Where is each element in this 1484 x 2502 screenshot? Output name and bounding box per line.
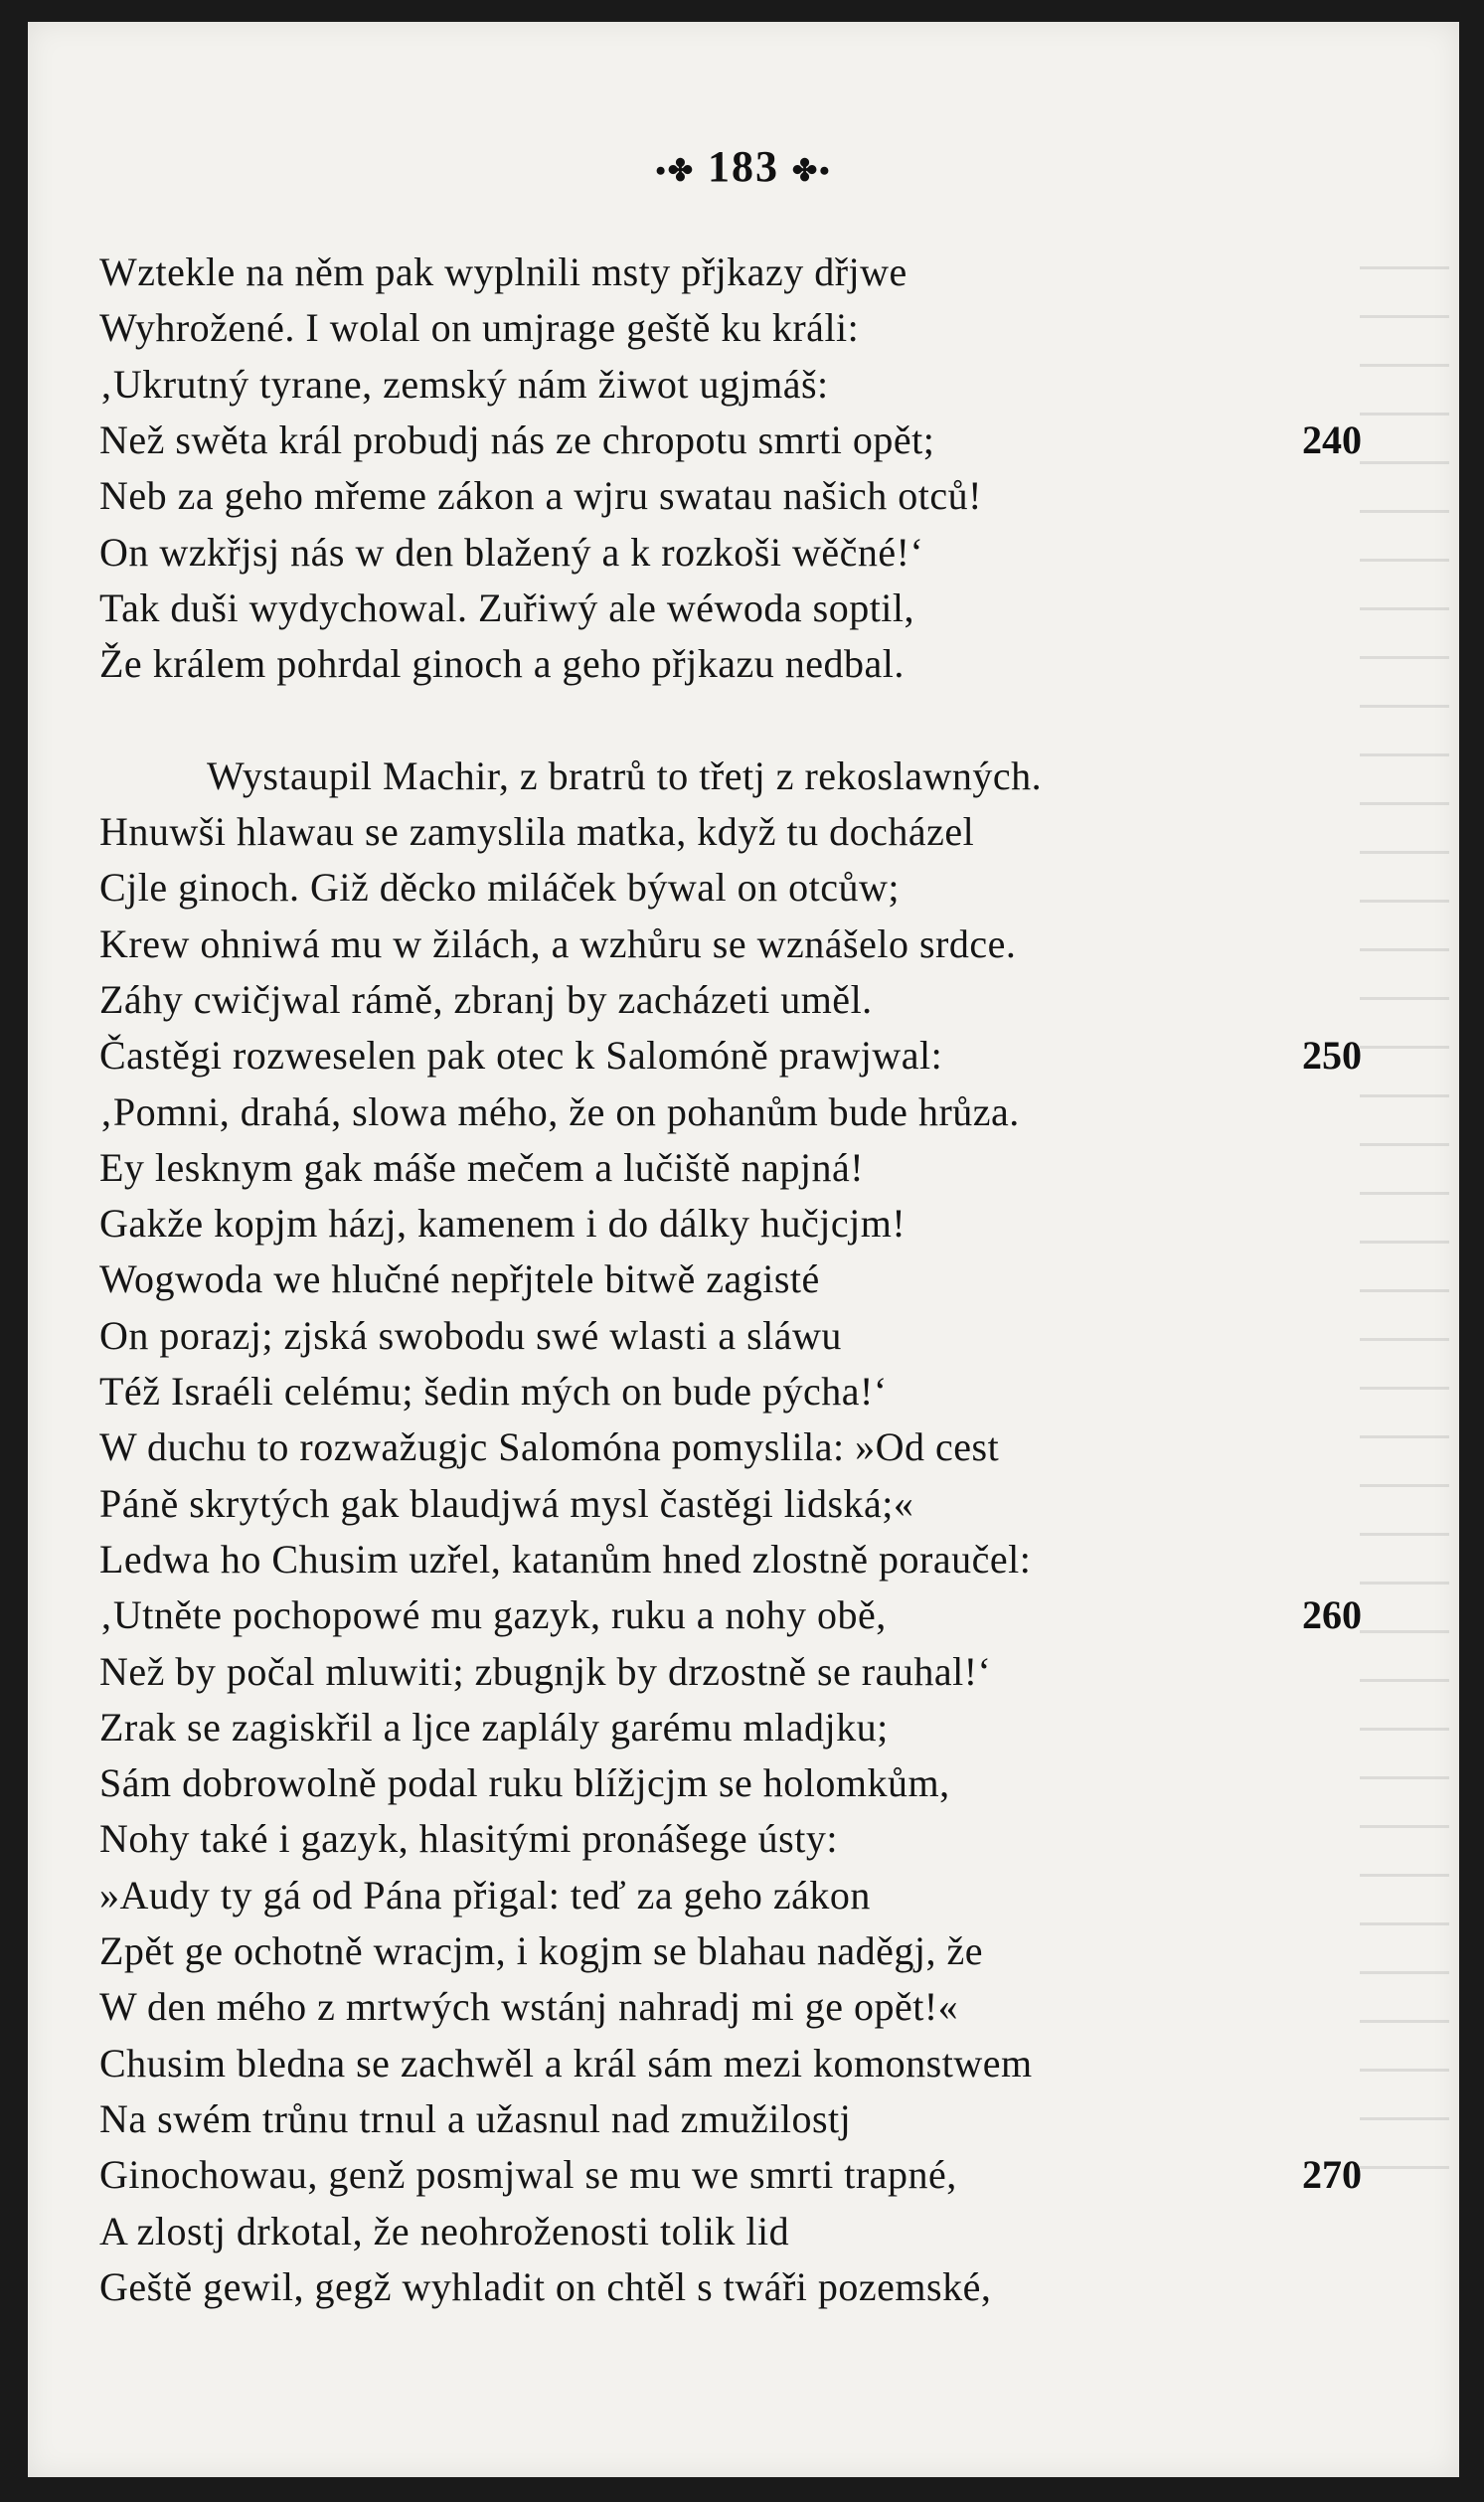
bleed-through-mark xyxy=(1360,1435,1449,1438)
bleed-through-mark xyxy=(1360,1679,1449,1682)
ornament-left: •✤ xyxy=(655,154,695,188)
poem-line: Wyhrožené. I wolal on umjrage geště ku králi: xyxy=(99,305,860,351)
bleed-through-mark xyxy=(1360,1046,1449,1049)
poem-line: A zlostj drkotal, že neohroženosti tolik lid xyxy=(99,2208,790,2253)
bleed-through-mark xyxy=(1360,1728,1449,1731)
poem-line: W den mého z mrtwých wstánj nahradj mi ge opět!« xyxy=(99,1984,959,2030)
bleed-through-mark xyxy=(1360,364,1449,367)
poem-line: Ledwa ho Chusim uzřel, katanům hned zlostně poraučel: xyxy=(99,1536,1032,1582)
poem-line: On wzkřjsj nás w den blažený a k rozkoši wěčné!‘ xyxy=(99,529,924,575)
poem-line: Hnuwši hlawau se zamyslila matka, když tu docházel xyxy=(99,809,975,854)
bleed-through-mark xyxy=(1360,1582,1449,1585)
bleed-through-mark xyxy=(1360,656,1449,659)
bleed-through-mark xyxy=(1360,1533,1449,1536)
poem-line: ‚Pomni, drahá, slowa mého, že on pohanům bude hrůza. xyxy=(99,1088,1020,1134)
bleed-through-mark xyxy=(1360,1825,1449,1828)
bleed-through-mark xyxy=(1360,607,1449,610)
poem-line: Wystaupil Machir, z bratrů to třetj z rekoslawných. xyxy=(207,752,1043,798)
poem-line: Geště gewil, gegž wyhladit on chtěl s twáři pozemské, xyxy=(99,2263,992,2309)
bleed-through-mark xyxy=(1360,802,1449,805)
verse-line-number: 250 xyxy=(1302,1033,1362,1079)
bleed-through-mark xyxy=(1360,851,1449,854)
poem-line: Že králem pohrdal ginoch a geho přjkazu nedbal. xyxy=(99,641,905,687)
bleed-through-mark xyxy=(1360,1387,1449,1390)
poem-line: Ginochowau, genž posmjwal se mu we smrti trapné, xyxy=(99,2152,957,2198)
poem-line: W duchu to rozwažugjc Salomóna pomyslila: »Od cest xyxy=(99,1424,1000,1470)
verse-line-number: 240 xyxy=(1302,417,1362,462)
verse-line-number: 270 xyxy=(1302,2152,1362,2198)
poem-line: Než by počal mluwiti; zbugnjk by drzostně se rauhal!‘ xyxy=(99,1648,992,1694)
bleed-through-mark xyxy=(1360,2117,1449,2120)
poem-line: »Audy ty gá od Pána přigal: teď za geho zákon xyxy=(99,1872,871,1918)
poem-line: Zrak se zagiskřil a ljce zaplály garému mladjku; xyxy=(99,1704,889,1750)
poem-line: Ey lesknym gak máše mečem a lučiště napjná! xyxy=(99,1144,865,1190)
poem-line: ‚Utněte pochopowé mu gazyk, ruku a nohy obě, xyxy=(99,1592,887,1638)
bleed-through-mark xyxy=(1360,2020,1449,2023)
poem-line: Též Israéli celému; šedin mých on bude pýcha!‘ xyxy=(99,1369,888,1414)
poem-line: Na swém trůnu trnul a užasnul nad zmužilostj xyxy=(99,2095,852,2141)
bleed-through-mark xyxy=(1360,266,1449,269)
poem-line: Gakže kopjm házj, kamenem i do dálky hučjcjm! xyxy=(99,1201,907,1247)
poem-line: Krew ohniwá mu w žilách, a wzhůru se wznášelo srdce. xyxy=(99,920,1017,966)
bleed-through-mark xyxy=(1360,1338,1449,1341)
bleed-through-mark xyxy=(1360,1484,1449,1487)
bleed-through-mark xyxy=(1360,1143,1449,1146)
bleed-through-mark xyxy=(1360,1241,1449,1244)
poem-line: Neb za geho mřeme zákon a wjru swatau našich otců! xyxy=(99,473,982,519)
bleed-through-mark xyxy=(1360,413,1449,416)
poem-line: Než swěta král probudj nás ze chropotu smrti opět; xyxy=(99,417,935,462)
poem-line: Nohy také i gazyk, hlasitými pronášege ústy: xyxy=(99,1816,838,1862)
bleed-through-mark xyxy=(1360,461,1449,464)
poem-line: Chusim bledna se zachwěl a král sám mezi komonstwem xyxy=(99,2040,1033,2085)
poem-line: On porazj; zjská swobodu swé wlasti a sláwu xyxy=(99,1312,842,1358)
poem-line: ‚Ukrutný tyrane, zemský nám žiwot ugjmáš: xyxy=(99,361,829,407)
poem-line: Cjle ginoch. Giž děcko miláček býwal on otcůw; xyxy=(99,865,901,911)
bleed-through-mark xyxy=(1360,1776,1449,1779)
bleed-through-mark xyxy=(1360,997,1449,1000)
page-header xyxy=(28,141,1459,192)
bleed-through-mark xyxy=(1360,1874,1449,1877)
bleed-through-mark xyxy=(1360,1630,1449,1633)
bleed-through-mark xyxy=(1360,510,1449,513)
bleed-through-mark xyxy=(1360,2069,1449,2072)
poem-line: Tak duši wydychowal. Zuřiwý ale wéwoda soptil, xyxy=(99,584,915,630)
poem-line: Záhy cwičjwal rámě, zbranj by zacházeti uměl. xyxy=(99,976,873,1022)
bleed-through-shadow xyxy=(1360,221,1449,2358)
bleed-through-mark xyxy=(1360,1289,1449,1292)
book-page xyxy=(28,22,1459,2477)
bleed-through-mark xyxy=(1360,900,1449,903)
poem-line: Častěgi rozweselen pak otec k Salomóně prawjwal: xyxy=(99,1033,943,1079)
bleed-through-mark xyxy=(1360,705,1449,708)
verse-line-number: 260 xyxy=(1302,1592,1362,1638)
poem-line: Wztekle na něm pak wyplnili msty přjkazy dřjwe xyxy=(99,250,907,294)
bleed-through-mark xyxy=(1360,1192,1449,1195)
bleed-through-mark xyxy=(1360,315,1449,318)
page-number: 183 xyxy=(708,142,779,191)
bleed-through-mark xyxy=(1360,1922,1449,1925)
bleed-through-mark xyxy=(1360,948,1449,951)
bleed-through-mark xyxy=(1360,753,1449,756)
poem-line: Zpět ge ochotně wracjm, i kogjm se blahau naděgj, že xyxy=(99,1928,984,1973)
bleed-through-mark xyxy=(1360,1094,1449,1097)
poem-line: Páně skrytých gak blaudjwá mysl častěgi lidská;« xyxy=(99,1480,914,1526)
ornament-right: ✤• xyxy=(792,154,832,188)
poem-line: Wogwoda we hlučné nepřjtele bitwě zagisté xyxy=(99,1256,820,1302)
bleed-through-mark xyxy=(1360,2166,1449,2169)
bleed-through-mark xyxy=(1360,559,1449,562)
poem-line: Sám dobrowolně podal ruku blížjcjm se holomkům, xyxy=(99,1760,950,1806)
bleed-through-mark xyxy=(1360,1971,1449,1974)
